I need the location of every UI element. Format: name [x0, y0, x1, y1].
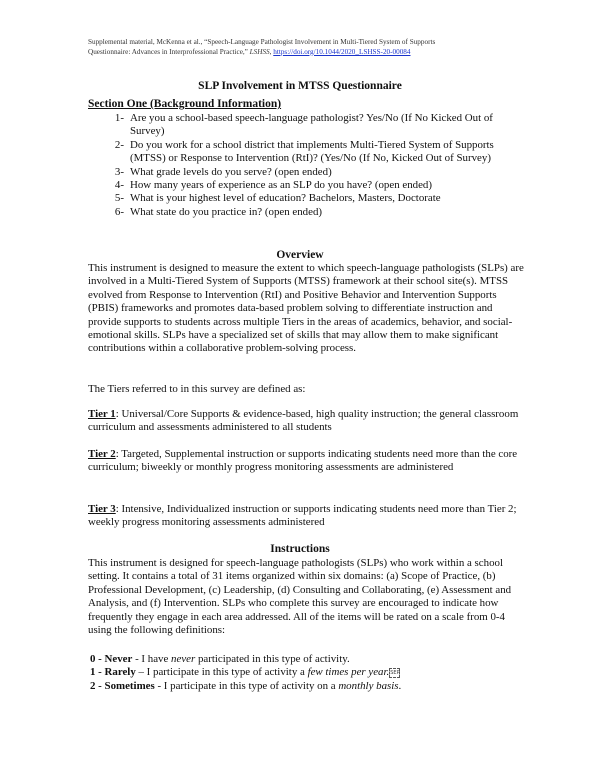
doi-link[interactable]: https://doi.org/10.1044/2020_LSHSS-20-00084	[273, 47, 411, 56]
section-one-heading: Section One (Background Information)	[88, 98, 282, 110]
overview-heading: Overview	[276, 249, 324, 261]
tier-1-text: Universal/Core Supports & evidence-based, high quality instruction; the general classroom curriculum and assessments administered to all students	[88, 408, 519, 434]
list-item	[88, 192, 528, 205]
tier-1-definition: Tier 1: Universal/Core Supports & evidence-based, high quality instruction; the general classroom curriculum and assessments administered to all students	[88, 408, 519, 434]
sep-placeholder-icon: SEP	[390, 670, 400, 677]
tier-2-definition: Tier 2: Targeted, Supplemental instruction or supports indicating students need more than the core curriculum; biweekly or monthly progress monitoring assessments are administered	[88, 448, 518, 474]
item-text: Do you work for a school district that implements Multi-Tiered System of Supports (MTSS) or Response to Intervention (RtI)? (Yes/No (If No, Kicked Out of Survey)	[130, 138, 494, 165]
supplemental-header	[88, 38, 528, 57]
header-line-2: Questionnaire: Advances in Interprofessional Practice,” LSHSS, https://doi.org/10.1044/2020_LSHSS-20-00084	[88, 47, 411, 56]
item-text: How many years of experience as an SLP do you have? (open ended)	[130, 179, 433, 192]
item-text: What state do you practice in? (open ended)	[130, 205, 323, 218]
background-question-list	[88, 112, 528, 219]
list-item	[88, 179, 528, 192]
overview-body: This instrument is designed to measure the extent to which speech-language pathologists (SLPs) are involved in a Multi-Tiered System of Supports (MTSS) framework at their school site(s). MTSS evolved from Response to Intervention (RtI) and Positive Behavior and Intervention Supports (PBIS) frameworks and promotes data-based problem solving to differentiate instruction and provide supports to students across multiple Tiers in the areas of academics, behavior, and social-emotional skills. SLPs have a specialized set of skills that may allow them to make significant contributions within a collaborative problem-solving process.	[88, 262, 524, 355]
tier-3-definition: Tier 3: Intensive, Individualized instruction or supports indicating students need more than Tier 2; weekly progress monitoring assessments administered	[88, 503, 517, 529]
scale-row-never: 0 - Never - I have never participated in this type of activity.	[90, 653, 350, 665]
tier-2-label: Tier 2	[88, 448, 116, 460]
item-number: 5-	[114, 192, 124, 205]
list-item	[88, 112, 528, 139]
item-number: 6-	[114, 205, 124, 218]
instructions-heading: Instructions	[270, 543, 330, 555]
item-text: What grade levels do you serve? (open ended)	[130, 165, 332, 178]
header-line-1: Supplemental material, McKenna et al., “Speech-Language Pathologist Involvement in Multi-Tiered System of Supports	[88, 38, 436, 46]
header-journal: LSHSS	[249, 47, 270, 56]
tier-3-label: Tier 3	[88, 503, 116, 515]
item-number: 2-	[114, 138, 124, 151]
tiers-intro: The Tiers referred to in this survey are defined as:	[88, 383, 306, 395]
scale-row-rarely: 1 - Rarely – I participate in this type of activity a few times per year.SEP	[90, 666, 400, 679]
rating-scale	[90, 653, 530, 693]
tier-3-text: Intensive, Individualized instruction or supports indicating students need more than Tier 2; weekly progress monitoring assessments administered	[88, 503, 517, 529]
header-citation: Questionnaire: Advances in Interprofessional Practice,”	[88, 47, 248, 56]
tier-2-text: Targeted, Supplemental instruction or supports indicating students need more than the core curriculum; biweekly or monthly progress monitoring assessments are administered	[88, 448, 518, 474]
tier-1-label: Tier 1	[88, 408, 116, 420]
list-item	[88, 139, 528, 166]
item-number: 1-	[114, 112, 124, 124]
list-item	[88, 166, 528, 179]
instructions-body: This instrument is designed for speech-language pathologists (SLPs) who work within a school setting. It contains a total of 31 items organized within six domains: (a) Scope of Practice, (b) Professional Development, (c) Leadership, (d) Consulting and Collaborating, (e) Assessment and Analysis, and (f) Intervention. SLPs who complete this survey are encouraged to indicate how frequently they engage in each area addressed. All of the items will be rated on a scale from 0-4 using the following definitions:	[88, 557, 512, 637]
page-title: SLP Involvement in MTSS Questionnaire	[198, 80, 402, 92]
list-item	[88, 206, 528, 219]
item-number: 3-	[114, 165, 124, 178]
item-number: 4-	[114, 179, 124, 192]
item-text: What is your highest level of education? Bachelors, Masters, Doctorate	[130, 192, 441, 205]
scale-row-sometimes: 2 - Sometimes - I participate in this type of activity on a monthly basis.	[90, 679, 402, 692]
item-text: Are you a school-based speech-language pathologist? Yes/No (If No Kicked Out of Survey)	[130, 112, 493, 138]
